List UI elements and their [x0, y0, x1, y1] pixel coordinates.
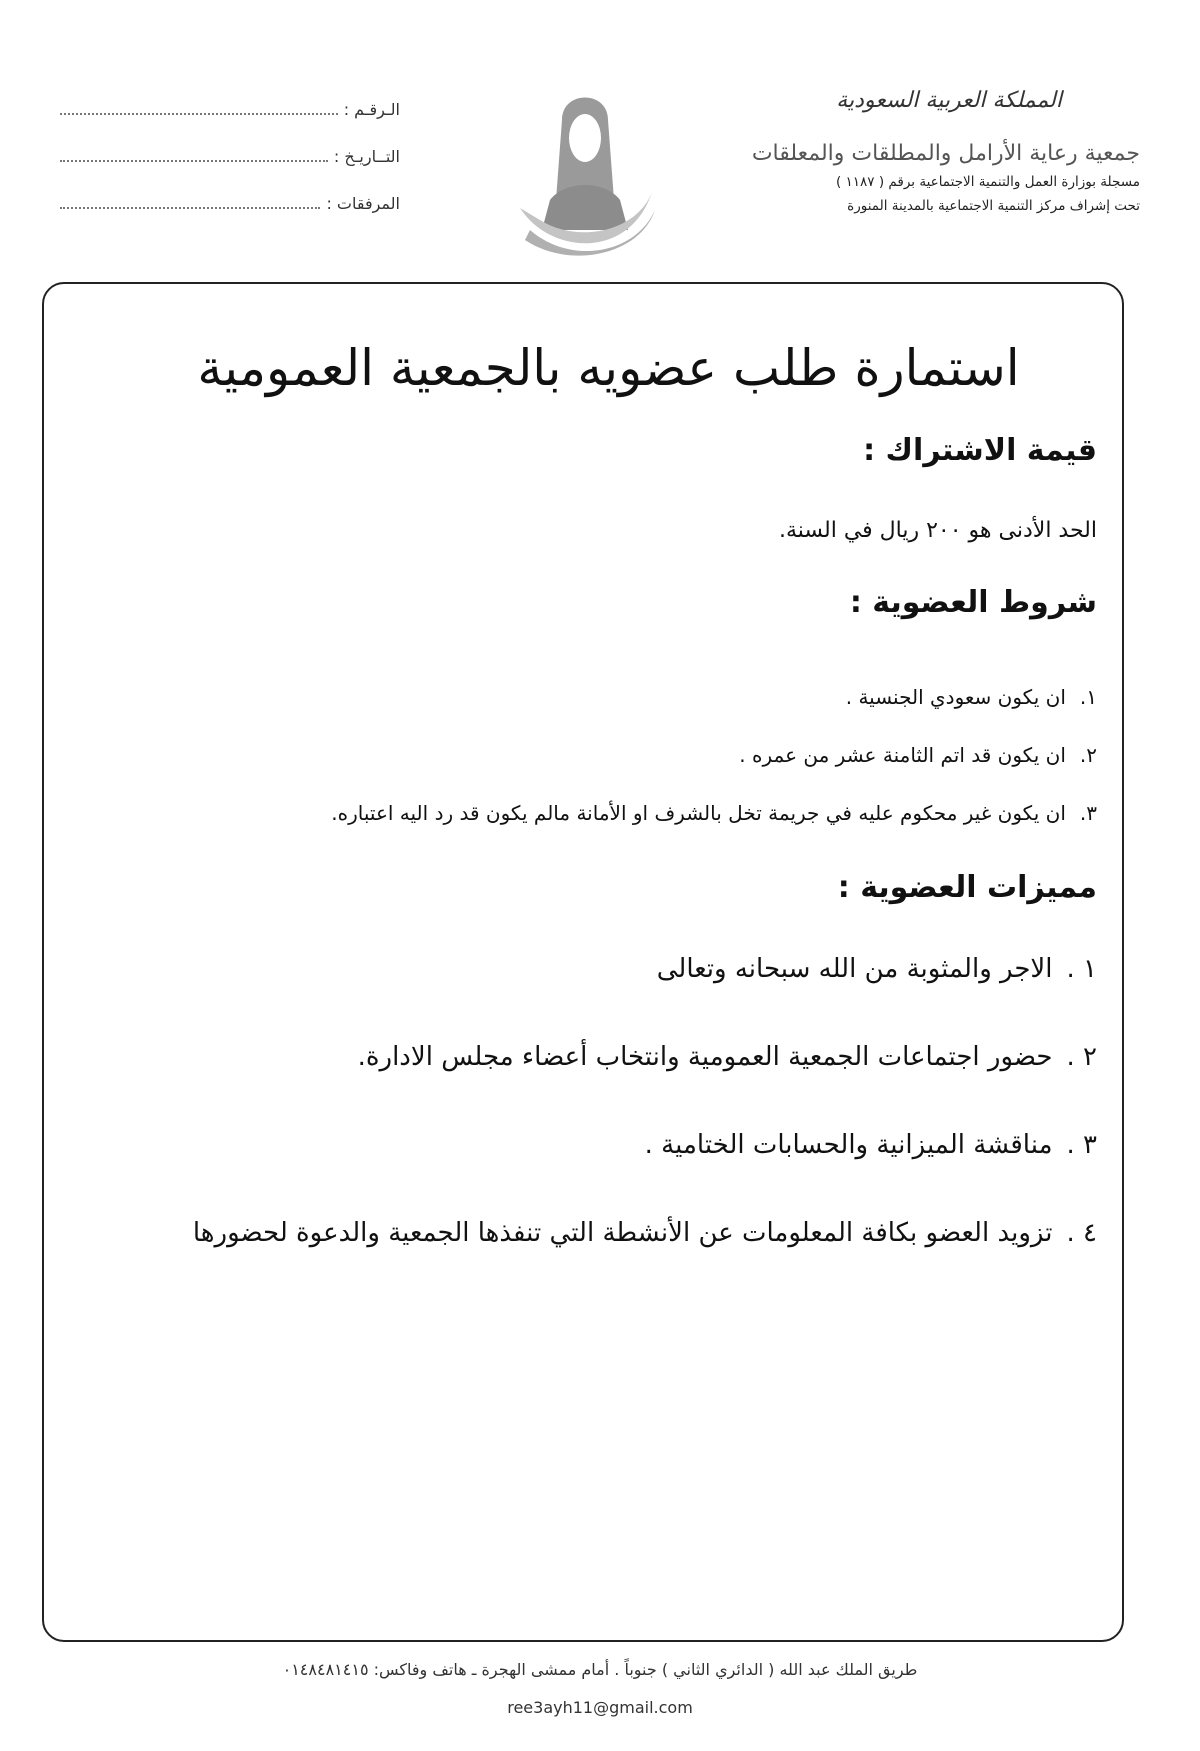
list-item	[100, 1039, 1097, 1127]
list-item-text: تزويد العضو بكافة المعلومات عن الأنشطة التي تنفذها الجمعية والدعوة لحضورها	[192, 1218, 1053, 1248]
conditions-list	[100, 682, 1097, 856]
list-item	[100, 1127, 1097, 1215]
list-item-number: ٢.	[1079, 743, 1097, 767]
list-item	[100, 1215, 1097, 1303]
footer-email: ree3ayh11@gmail.com	[507, 1698, 693, 1717]
date-dotted-line	[60, 150, 328, 162]
date-field	[60, 147, 400, 194]
supervision-line: تحت إشراف مركز التنمية الاجتماعية بالمدينة المنورة	[847, 198, 1140, 214]
reference-number-field	[60, 100, 400, 147]
list-item-text: ان يكون سعودي الجنسية .	[845, 685, 1066, 709]
list-item-number: ٣ .	[1066, 1130, 1097, 1160]
list-item	[100, 951, 1097, 1039]
list-item-number: ١ .	[1066, 954, 1097, 984]
list-item-text: حضور اجتماعات الجمعية العمومية وانتخاب أعضاء مجلس الادارة.	[357, 1042, 1053, 1072]
organization-logo-icon	[510, 80, 660, 265]
registration-line: مسجلة بوزارة العمل والتنمية الاجتماعية برقم ( ١١٨٧ )	[835, 174, 1140, 190]
conditions-heading: شروط العضوية :	[849, 585, 1097, 620]
reference-dotted-line	[60, 103, 338, 115]
fee-heading: قيمة الاشتراك :	[863, 433, 1097, 468]
list-item	[100, 682, 1097, 740]
list-item-number: ٢ .	[1066, 1042, 1097, 1072]
list-item-text: مناقشة الميزانية والحسابات الختامية .	[644, 1130, 1053, 1160]
document-meta	[60, 100, 400, 241]
attachments-field	[60, 194, 400, 241]
list-item-text: ان يكون غير محكوم عليه في جريمة تخل بالشرف او الأمانة مالم يكون قد رد اليه اعتباره.	[331, 801, 1066, 825]
list-item	[100, 798, 1097, 856]
list-item-number: ٤ .	[1066, 1218, 1097, 1248]
benefits-list	[100, 951, 1097, 1303]
attachments-dotted-line	[60, 197, 320, 209]
list-item-number: ١.	[1079, 685, 1097, 709]
list-item-number: ٣.	[1079, 801, 1097, 825]
list-item-text: الاجر والمثوبة من الله سبحانه وتعالى	[656, 954, 1053, 984]
reference-label: الـرقـم :	[343, 100, 400, 119]
form-title: استمارة طلب عضويه بالجمعية العمومية	[197, 339, 1020, 397]
footer-address: طريق الملك عبد الله ( الدائري الثاني ) جنوباً . أمام ممشى الهجرة ـ هاتف وفاكس: ٠١٤٨٤٨١٤١٥	[282, 1660, 918, 1679]
date-label: التــاريـخ :	[333, 147, 400, 166]
organization-name: جمعية رعاية الأرامل والمطلقات والمعلقات	[751, 141, 1140, 166]
fee-text: الحد الأدنى هو ٢٠٠ ريال في السنة.	[778, 518, 1097, 543]
list-item-text: ان يكون قد اتم الثامنة عشر من عمره .	[739, 743, 1066, 767]
form-content	[100, 318, 1097, 1303]
benefits-heading: مميزات العضوية :	[837, 870, 1097, 905]
list-item	[100, 740, 1097, 798]
kingdom-calligraphy: المملكة العربية السعودية	[836, 88, 1062, 113]
attachments-label: المرفقات :	[326, 194, 400, 213]
organization-header	[710, 88, 1140, 214]
